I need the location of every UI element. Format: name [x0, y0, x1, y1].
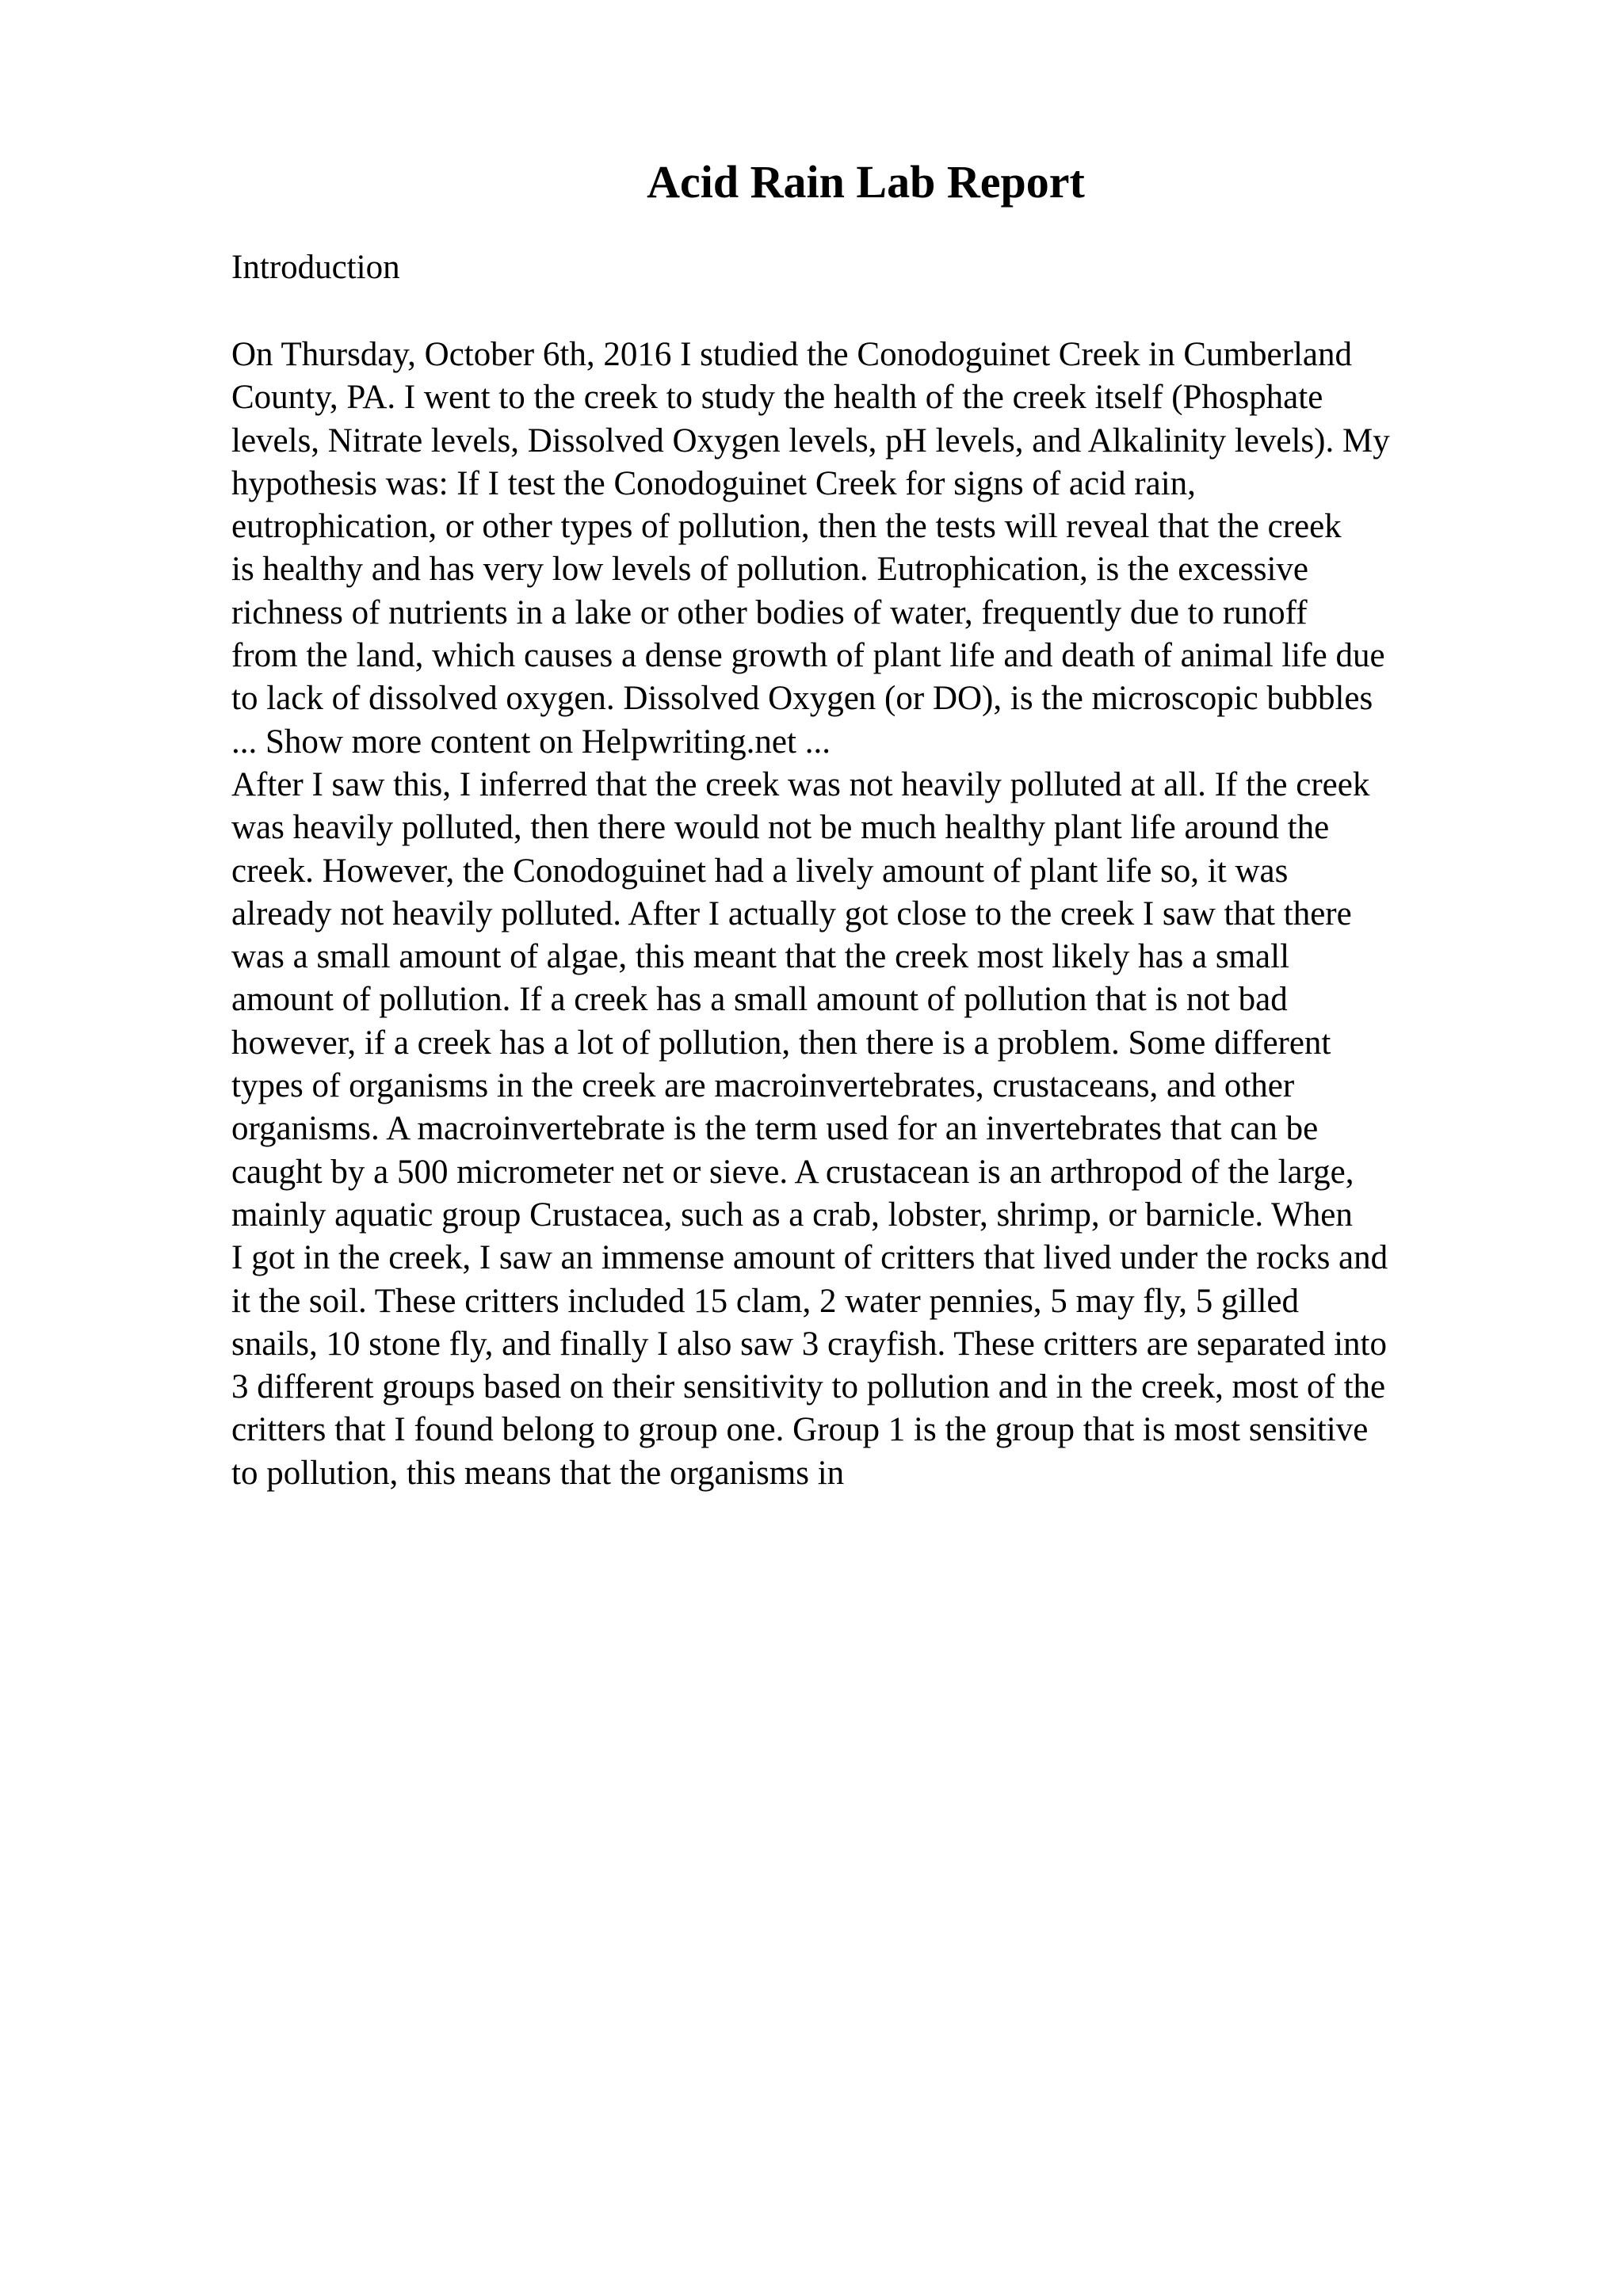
body-line: creek. However, the Conodoguinet had a lively amount of plant life so, it was: [231, 852, 1289, 890]
body-line: to lack of dissolved oxygen. Dissolved Oxygen (or DO), is the microscopic bubbles: [231, 680, 1373, 718]
body-line: amount of pollution. If a creek has a small amount of pollution that is not bad: [231, 981, 1288, 1019]
body-line: I got in the creek, I saw an immense amount of critters that lived under the rocks and: [231, 1239, 1388, 1277]
body-line: mainly aquatic group Crustacea, such as a crab, lobster, shrimp, or barnicle. When: [231, 1196, 1353, 1234]
body-line: richness of nutrients in a lake or other bodies of water, frequently due to runoff: [231, 593, 1308, 631]
body-line: 3 different groups based on their sensitivity to pollution and in the creek, most of the: [231, 1368, 1386, 1406]
body-line: eutrophication, or other types of pollution, then the tests will reveal that the creek: [231, 508, 1342, 546]
body-line: hypothesis was: If I test the Conodoguinet Creek for signs of acid rain,: [231, 464, 1196, 502]
body-line: is healthy and has very low levels of pollution. Eutrophication, is the excessive: [231, 551, 1308, 589]
body-line: snails, 10 stone fly, and finally I also saw 3 crayfish. These critters are separated into: [231, 1325, 1387, 1363]
show-more-link[interactable]: ... Show more content on Helpwriting.net ...: [231, 723, 831, 761]
body-line: On Thursday, October 6th, 2016 I studied the Conodoguinet Creek in Cumberland: [231, 336, 1352, 373]
body-line: levels, Nitrate levels, Dissolved Oxygen levels, pH levels, and Alkalinity levels). My: [231, 421, 1390, 460]
body-line: After I saw this, I inferred that the creek was not heavily polluted at all. If the creek: [231, 765, 1370, 803]
body-line: caught by a 500 micrometer net or sieve. A crustacean is an arthropod of the large,: [231, 1153, 1354, 1191]
body-line: critters that I found belong to group one. Group 1 is the group that is most sensitive: [231, 1411, 1369, 1449]
body-line: to pollution, this means that the organisms in: [231, 1454, 845, 1492]
body-line: from the land, which causes a dense growth of plant life and death of animal life due: [231, 637, 1385, 675]
body-line: County, PA. I went to the creek to study the health of the creek itself (Phosphate: [231, 379, 1323, 417]
section-heading: Introduction: [231, 249, 400, 286]
document-title: Acid Rain Lab Report: [647, 156, 1085, 208]
body-line: already not heavily polluted. After I actually got close to the creek I saw that there: [231, 894, 1352, 933]
body-line: organisms. A macroinvertebrate is the term used for an invertebrates that can be: [231, 1110, 1319, 1148]
body-line: however, if a creek has a lot of pollution, then there is a problem. Some different: [231, 1024, 1331, 1062]
body-text: [231, 334, 1499, 1495]
body-line: types of organisms in the creek are macroinvertebrates, crustaceans, and other: [231, 1067, 1295, 1105]
body-line: was heavily polluted, then there would not be much healthy plant life around the: [231, 809, 1330, 847]
body-line: it the soil. These critters included 15 clam, 2 water pennies, 5 may fly, 5 gilled: [231, 1282, 1299, 1320]
body-line: was a small amount of algae, this meant that the creek most likely has a small: [231, 938, 1290, 976]
